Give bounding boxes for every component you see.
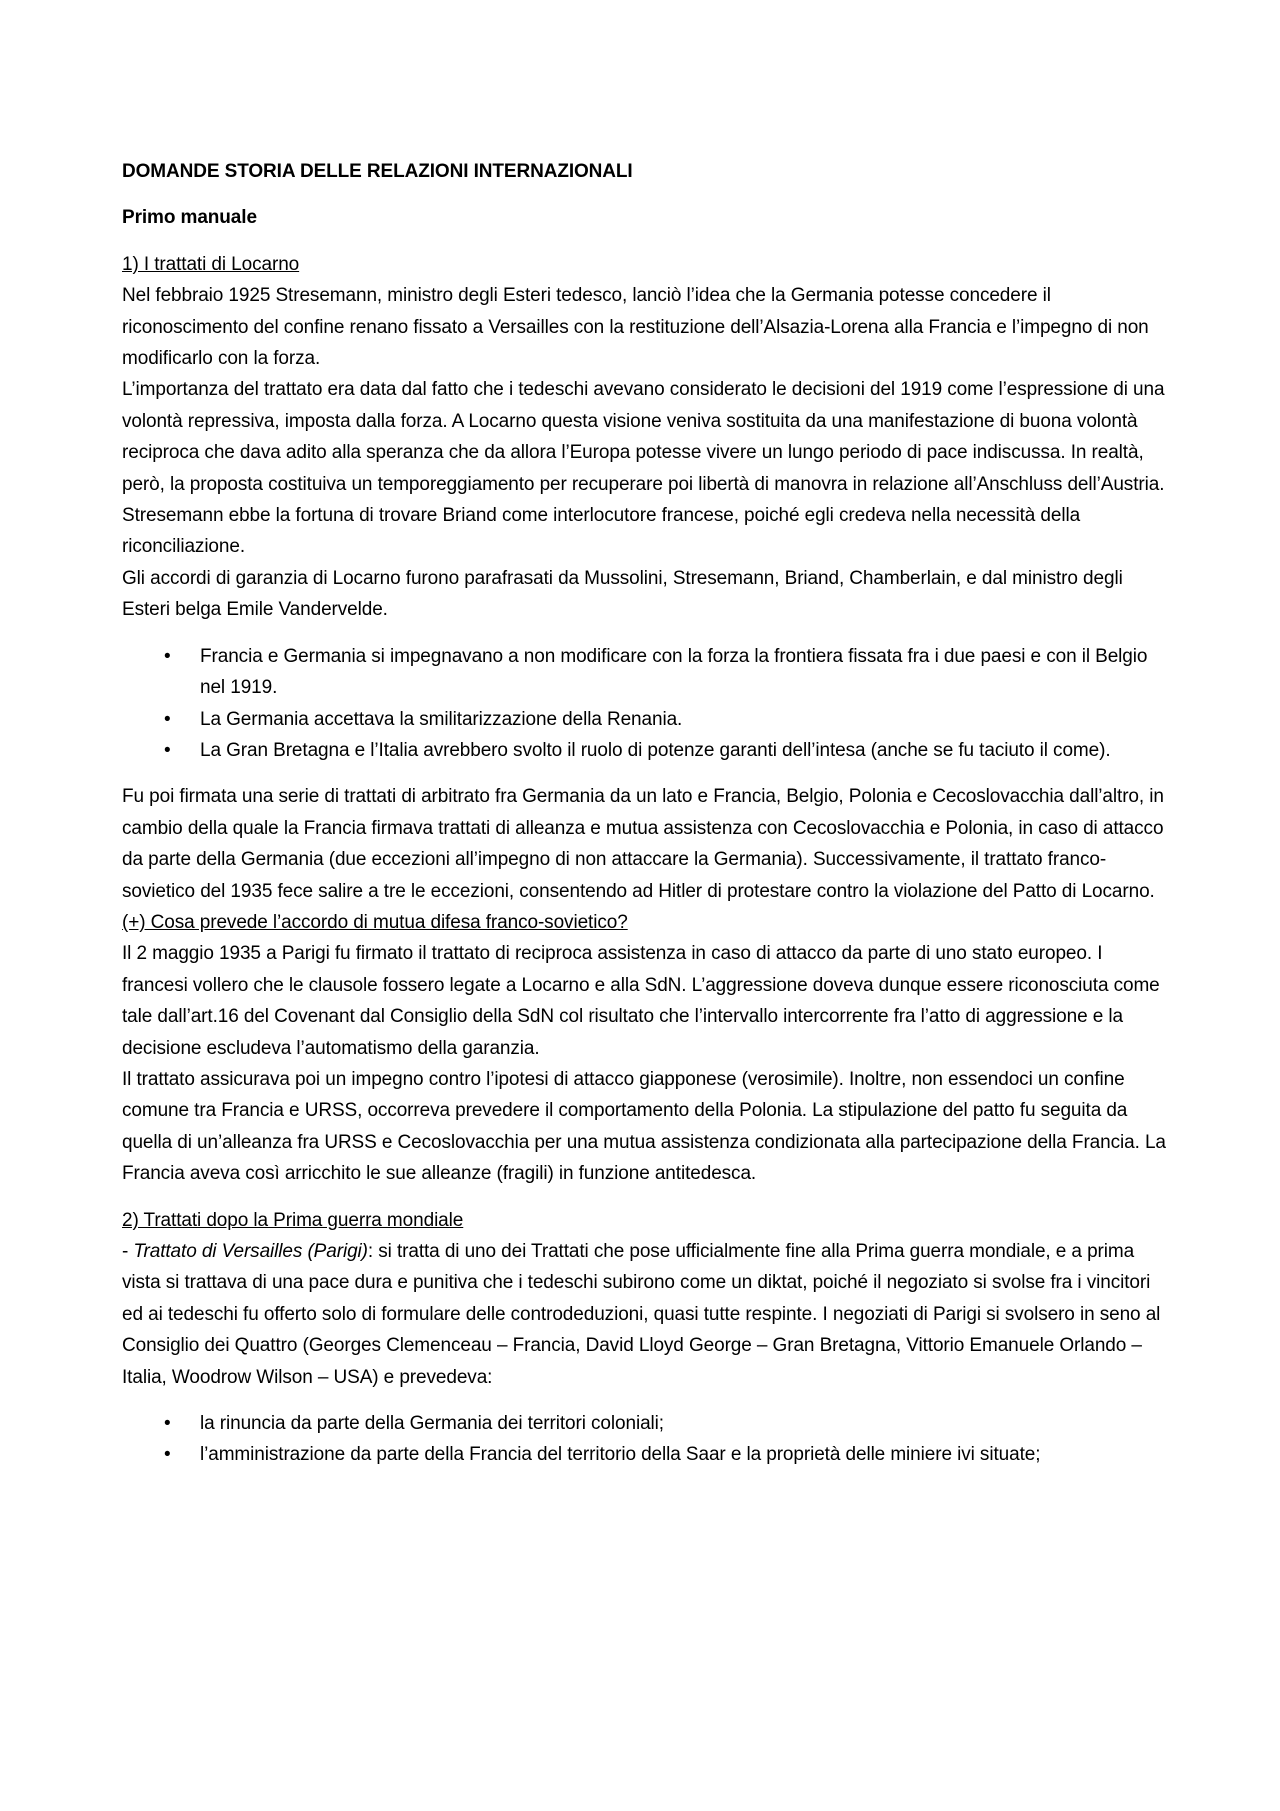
spacer (122, 1393, 1170, 1408)
bullet-icon: • (164, 645, 171, 667)
spacer (122, 1190, 1170, 1205)
list-item-text: La Germania accettava la smilitarizzazione della Renania. (200, 708, 683, 730)
paragraph: Nel febbraio 1925 Stresemann, ministro degli Esteri tedesco, lanciò l’idea che la Germania potesse concedere il riconoscimento del confine renano fissato a Versailles con la restituzione dell’Alsazia-Lorena alla Francia e l’impegno di non modificarlo con la forza. (122, 285, 1149, 370)
list-item (122, 641, 1170, 704)
section-title-treaties: 2) Trattati dopo la Prima guerra mondiale (122, 1209, 464, 1231)
paragraph-versailles (122, 1236, 1170, 1393)
document-page (122, 156, 1170, 1471)
section-title-locarno: 1) I trattati di Locarno (122, 253, 300, 275)
question-title: (+) Cosa prevede l’accordo di mutua difesa franco-sovietico? (122, 911, 628, 933)
bullet-list-versailles (122, 1408, 1170, 1471)
paragraph: Il trattato assicurava poi un impegno contro l’ipotesi di attacco giapponese (verosimile). Inoltre, non essendoci un confine comune tra Francia e URSS, occorreva prevedere il comportamento della Polonia. La stipulazione del patto fu seguita da quella di un’alleanza fra URSS e Cecoslovacchia per una mutua assistenza condizionata alla partecipazione della Francia. La Francia aveva così arricchito le sue alleanze (fragili) in funzione antitedesca. (122, 1068, 1166, 1185)
list-item (122, 1408, 1170, 1439)
document-title: DOMANDE STORIA DELLE RELAZIONI INTERNAZIONALI (122, 161, 633, 182)
paragraph: Stresemann ebbe la fortuna di trovare Briand come interlocutore francese, poiché egli credeva nella necessità della riconciliazione. (122, 505, 1081, 558)
list-item-text: la rinuncia da parte della Germania dei territori coloniali; (200, 1413, 664, 1435)
bullet-list-locarno (122, 641, 1170, 767)
list-item-text: La Gran Bretagna e l’Italia avrebbero svolto il ruolo di potenze garanti dell’intesa (anche se fu taciuto il come). (200, 739, 1111, 761)
list-item-text: l’amministrazione da parte della Francia del territorio della Saar e la proprietà delle miniere ivi situate; (200, 1444, 1041, 1466)
paragraph: Gli accordi di garanzia di Locarno furono parafrasati da Mussolini, Stresemann, Briand, Chamberlain, e dal ministro degli Esteri belga Emile Vandervelde. (122, 567, 1123, 621)
lead-dash: - (122, 1241, 134, 1262)
bullet-icon: • (164, 1413, 171, 1435)
treaty-name: Trattato di Versailles (Parigi) (133, 1241, 368, 1262)
list-item (122, 704, 1170, 735)
list-item (122, 735, 1170, 766)
paragraph: Fu poi firmata una serie di trattati di arbitrato fra Germania da un lato e Francia, Belgio, Polonia e Cecoslovacchia dall’altro, in cambio della quale la Francia firmava trattati di alleanza e mutua assistenza con Cecoslovacchia e Polonia, in caso di attacco da parte della Germania (due eccezioni all’impegno di non attaccare la Germania). Successivamente, il trattato franco- sovietico del 1935 fece salire a tre le eccezioni, consentendo ad Hitler di protestare contro la violazione del Patto di Locarno. (122, 786, 1164, 902)
bullet-icon: • (164, 1444, 171, 1466)
spacer (122, 766, 1170, 781)
paragraph: Il 2 maggio 1935 a Parigi fu firmato il trattato di reciproca assistenza in caso di attacco da parte di uno stato europeo. I francesi vollero che le clausole fossero legate a Locarno e alla SdN. L’aggressione doveva dunque essere riconosciuta come tale dall’art.16 del Covenant dal Consiglio della SdN col risultato che l’intervallo intercorrente fra l’atto di aggressione e la decisione escludeva l’automatismo della garanzia. (122, 943, 1160, 1059)
list-item-text: Francia e Germania si impegnavano a non modificare con la forza la frontiera fissata fra i due paesi e con il Belgio nel 1919. (200, 645, 1148, 699)
document-subtitle: Primo manuale (122, 207, 257, 229)
spacer (122, 626, 1170, 641)
list-item (122, 1439, 1170, 1470)
paragraph: L’importanza del trattato era data dal fatto che i tedeschi avevano considerato le decisioni del 1919 come l’espressione di una volontà repressiva, imposta dalla forza. A Locarno questa visione veniva sostituita da una manifestazione di buona volontà reciproca che dava adito alla speranza che da allora l’Europa potesse vivere un lungo periodo di pace indiscussa. In realtà, però, la proposta costituiva un temporeggiamento per recuperare poi libertà di manovra in relazione all’Anschluss dell’Austria. (122, 379, 1165, 495)
bullet-icon: • (164, 708, 171, 730)
bullet-icon: • (164, 739, 171, 761)
lead-text: : si tratta di uno dei Trattati che pose ufficialmente fine alla Prima guerra mondiale, e a prima vista si trattava di una pace dura e punitiva che i tedeschi subirono come un diktat, poiché il negoziato si svolse fra i vincitori ed ai tedeschi fu offerto solo di formulare delle controdeduzioni, quasi tutte respinte. I negoziati di Parigi si svolsero in seno al Consiglio dei Quattro (Georges Clemenceau – Francia, David Lloyd George – Gran Bretagna, Vittorio Emanuele Orlando – Italia, Woodrow Wilson – USA) e prevedeva: (122, 1241, 1161, 1388)
